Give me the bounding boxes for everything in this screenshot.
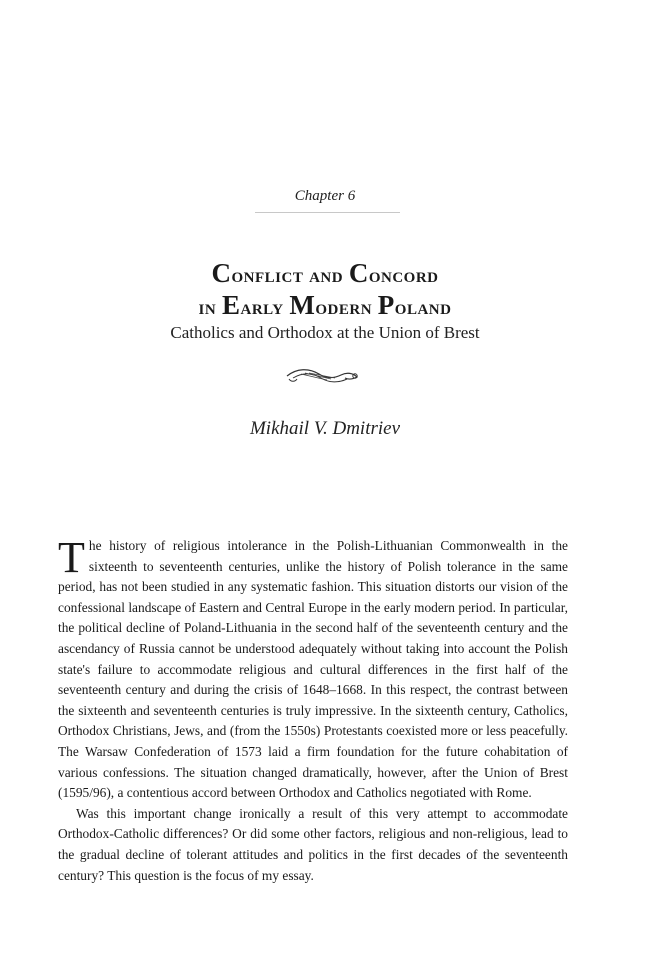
body-paragraph: Was this important change ironically a result of this very attempt to accommodate Orthodox-Catholic differences? Or did some other factors, religious and non-religious, lead to the gradual decline of tolerant attitudes and politics in the first decades of the seventeenth century? This question is the focus of my essay. (58, 805, 568, 883)
title-line-2 (0, 290, 650, 322)
title-text: in (198, 295, 222, 319)
title-text: oncord (368, 263, 439, 287)
title-cap: C (348, 258, 369, 288)
title-text: odern (315, 295, 378, 319)
title-cap: M (289, 290, 316, 320)
title-text: arly (240, 295, 290, 319)
title-cap: E (221, 290, 241, 320)
title-line-1 (0, 258, 650, 290)
chapter-divider (255, 212, 400, 213)
title-cap: C (211, 258, 232, 288)
body-paragraph (58, 533, 568, 804)
title-text: oland (394, 295, 452, 319)
title-cap: P (377, 290, 395, 320)
chapter-label: Chapter 6 (294, 188, 356, 204)
title-text: onflict and (231, 263, 349, 287)
chapter-subtitle: Catholics and Orthodox at the Union of Brest (170, 323, 480, 342)
author-name: Mikhail V. Dmitriev (249, 418, 401, 439)
paragraph-text: he history of religious intolerance in the Polish-Lithuanian Commonwealth in the sixteenth to seventeenth centuries, unlike the history of Polish tolerance in the same period, has not been studied in any systematic fashion. This situation distorts our vision of the confessional landscape of Eastern and Central Europe in the early modern period. In particular, the political decline of Poland-Lithuania in the second half of the seventeenth century and the ascendancy of Russia cannot be understood adequately without taking into account the Polish state's failure to accommodate religious and cultural differences in the first half of the seventeenth century and during the crisis of 1648–1668. In this respect, the contrast between the sixteenth and seventeenth centuries is truly impressive. In the sixteenth century, Catholics, Orthodox Christians, Jews, and (from the 1550s) Protestants coexisted more or less peacefully. The Warsaw Confederation of 1573 laid a firm foundation for the future cohabitation of various confessions. The situation changed dramatically, however, after the Union of Brest (1595/96), a contentious accord between Orthodox and Catholics negotiated with Rome. (58, 538, 568, 801)
chapter-body (58, 533, 568, 886)
drop-cap: T (58, 533, 85, 582)
chapter-title (0, 258, 650, 322)
fleuron-ornament-icon (283, 365, 363, 387)
